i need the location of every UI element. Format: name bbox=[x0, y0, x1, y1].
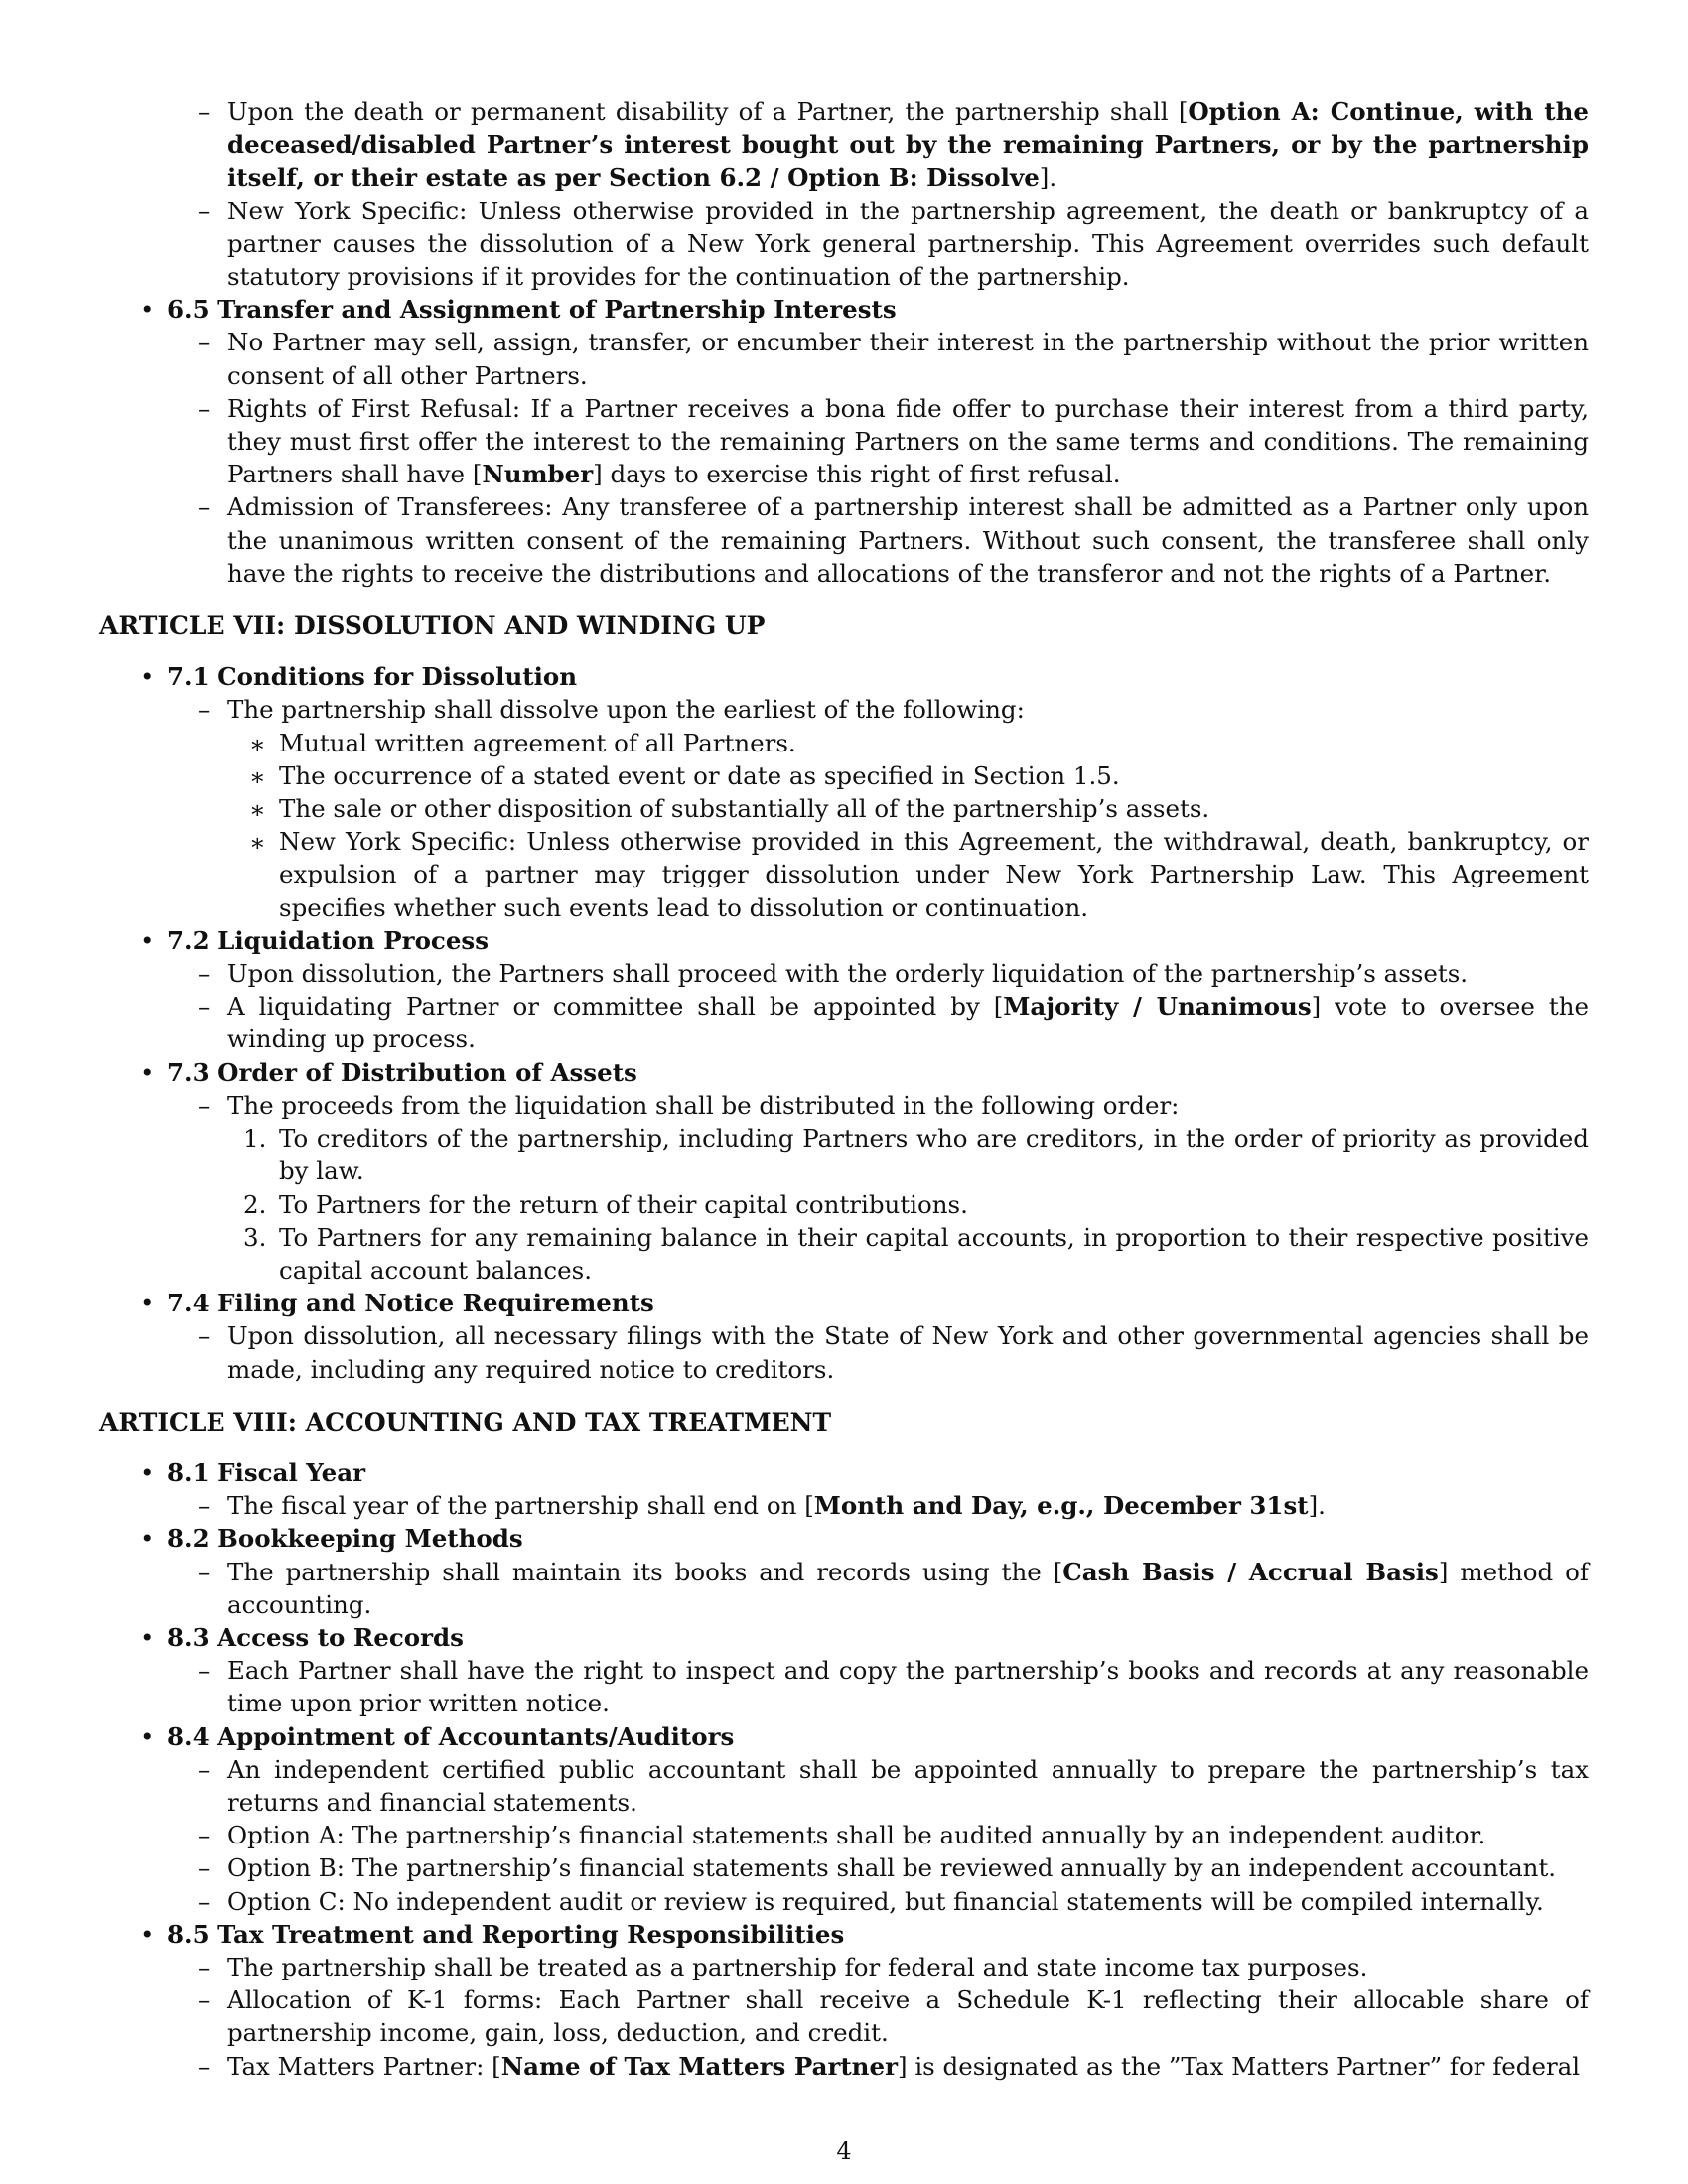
dash-marker: – bbox=[198, 1090, 211, 1120]
section-heading: 7.1 Conditions for Dissolution bbox=[167, 662, 578, 692]
dash-marker: – bbox=[198, 1491, 211, 1521]
ordered-item: 2. To Partners for the return of their capital contributions. bbox=[279, 1188, 1589, 1221]
bullet-marker: • bbox=[140, 1289, 155, 1318]
asterisk-marker: ∗ bbox=[249, 761, 266, 791]
section-8-1 bbox=[140, 1456, 1589, 1522]
list-item: – Upon dissolution, the Partners shall proceed with the orderly liquidation of the partnership’s assets. bbox=[227, 957, 1589, 990]
nested-item: ∗ The occurrence of a stated event or date as specified in Section 1.5. bbox=[279, 759, 1589, 792]
section-heading: 8.1 Fiscal Year bbox=[167, 1457, 366, 1487]
list-item: – New York Specific: Unless otherwise provided in the partnership agreement, the death or bankruptcy of a partner causes the dissolution of a New York general partnership. This Agreement overrides such default statutory provisions if it provides for the continuation of the partnership. bbox=[198, 196, 1589, 292]
dash-marker: – bbox=[198, 196, 211, 225]
section-7-1 bbox=[140, 660, 1589, 924]
page-number: 4 bbox=[836, 2137, 852, 2165]
ordered-list bbox=[227, 1122, 1589, 1287]
list-item: – Option C: No independent audit or review is required, but financial statements will be compiled internally. bbox=[227, 1885, 1589, 1918]
dash-marker: – bbox=[198, 1853, 211, 1883]
dash-marker: – bbox=[198, 1821, 211, 1850]
section-heading: 6.5 Transfer and Assignment of Partnership Interests bbox=[167, 295, 897, 325]
dash-marker: – bbox=[198, 492, 211, 522]
document-body bbox=[99, 95, 1589, 2083]
bullet-marker: • bbox=[140, 1919, 155, 1949]
list-item: – Upon the death or permanent disability of a Partner, the partnership shall [Option A: Continue, with the deceased/disabled Partner’s interest bought out by the remaining Partners, or by the partnership itself, or their estate as per Section 6.2 / Option B: Dissolve]. bbox=[198, 97, 1590, 193]
sub-list bbox=[167, 1556, 1589, 1621]
bullet-marker: • bbox=[140, 1524, 155, 1554]
section-7-4 bbox=[140, 1287, 1589, 1386]
dash-marker: – bbox=[198, 1754, 211, 1784]
section-7-2 bbox=[140, 924, 1589, 1056]
list-item: – Tax Matters Partner: [Name of Tax Matters Partner] is designated as the ”Tax Matters Partner” for federal bbox=[227, 2050, 1589, 2083]
article-8-title: ARTICLE VIII: ACCOUNTING AND TAX TREATMENT bbox=[99, 1407, 832, 1436]
list-item: – Allocation of K-1 forms: Each Partner shall receive a Schedule K-1 reflecting their allocable share of partnership income, gain, loss, deduction, and credit. bbox=[198, 1985, 1589, 2048]
list-item: – The partnership shall be treated as a partnership for federal and state income tax purposes. bbox=[227, 1951, 1589, 1983]
section-heading: 7.4 Filing and Notice Requirements bbox=[167, 1289, 654, 1318]
dash-marker: – bbox=[198, 328, 211, 357]
article-7-list bbox=[99, 660, 1589, 1385]
article-8-list bbox=[99, 1456, 1589, 2083]
list-item: – An independent certified public accountant shall be appointed annually to prepare the partnership’s tax returns and financial statements. bbox=[198, 1754, 1589, 1817]
section-6-4-continuation bbox=[99, 95, 1589, 590]
section-8-4 bbox=[140, 1720, 1589, 1918]
ordered-item: 3. To Partners for any remaining balance in their capital accounts, in proportion to their respective positive capital account balances. bbox=[243, 1222, 1589, 1285]
section-heading: 8.5 Tax Treatment and Reporting Responsibilities bbox=[167, 1919, 845, 1949]
dash-marker: – bbox=[198, 959, 211, 989]
sub-list bbox=[167, 326, 1589, 590]
bullet-marker: • bbox=[140, 1057, 155, 1087]
sub-list bbox=[167, 95, 1589, 293]
nested-item: ∗ The sale or other disposition of substantially all of the partnership’s assets. bbox=[279, 792, 1589, 825]
list-item: – Option A: The partnership’s financial statements shall be audited annually by an independent auditor. bbox=[227, 1819, 1589, 1851]
dash-marker: – bbox=[198, 1321, 211, 1351]
bullet-marker: • bbox=[140, 295, 155, 325]
asterisk-marker: ∗ bbox=[249, 729, 266, 758]
list-item: – Upon dissolution, all necessary filings with the State of New York and other governmental agencies shall be made, including any required notice to creditors. bbox=[198, 1321, 1589, 1384]
sub-list bbox=[167, 1654, 1589, 1719]
dash-marker: – bbox=[198, 695, 211, 725]
bullet-marker: • bbox=[140, 1622, 155, 1652]
sub-list bbox=[167, 1753, 1589, 1918]
section-6-5 bbox=[140, 293, 1589, 590]
section-heading: 7.2 Liquidation Process bbox=[167, 925, 490, 955]
number-marker: 3. bbox=[243, 1222, 267, 1252]
number-marker: 1. bbox=[243, 1124, 267, 1154]
bullet-marker: • bbox=[140, 662, 155, 692]
sub-list bbox=[167, 1951, 1589, 2083]
ordered-item: 1. To creditors of the partnership, including Partners who are creditors, in the order of priority as provided by law. bbox=[243, 1124, 1589, 1186]
list-item: – The proceeds from the liquidation shall be distributed in the following order: 1. To creditors of the partnership, including Partners who are creditors, in the order of priority as provided by law. 2. To Partners for the return of their capital contributions. 3. To Partners for any remaining balance in their capital accounts, in proportion to their respective positive capital account balances. bbox=[227, 1089, 1589, 1287]
bullet-marker: • bbox=[140, 925, 155, 955]
dash-marker: – bbox=[198, 1985, 211, 2015]
dash-marker: – bbox=[198, 393, 211, 423]
nested-list bbox=[227, 727, 1589, 924]
asterisk-marker: ∗ bbox=[249, 828, 266, 858]
nested-item: ∗ New York Specific: Unless otherwise provided in this Agreement, the withdrawal, death, bankruptcy, or expulsion of a partner may trigger dissolution under New York Partnership Law. This Agreement specifies whether such events lead to dissolution or continuation. bbox=[249, 827, 1589, 922]
number-marker: 2. bbox=[243, 1189, 267, 1219]
sub-list bbox=[167, 693, 1589, 923]
list-item: – The partnership shall dissolve upon the earliest of the following: ∗ Mutual written agreement of all Partners. ∗ The occurrence of a stated event or date as specified in Section 1.5. ∗ The sale or other disposition of substantially all of the partnership’s assets. ∗ New York Specific: Unless otherwise provided in this Agreement, the withdrawal, death, bankruptcy, or expulsion of a partner may trigger dissolution under New York Partnership Law. This Agreement specifies whether such events lead to dissolution or continuation. bbox=[227, 693, 1589, 923]
asterisk-marker: ∗ bbox=[249, 795, 266, 825]
list-item: – No Partner may sell, assign, transfer, or encumber their interest in the partnership without the prior written consent of all other Partners. bbox=[198, 328, 1589, 390]
section-heading: 8.3 Access to Records bbox=[167, 1622, 464, 1652]
dash-marker: – bbox=[198, 992, 211, 1022]
section-heading: 8.2 Bookkeeping Methods bbox=[167, 1524, 523, 1554]
dash-marker: – bbox=[198, 1557, 211, 1586]
sub-list bbox=[167, 957, 1589, 1056]
list-item: – Rights of First Refusal: If a Partner receives a bona fide offer to purchase their interest from a third party, they must first offer the interest to the remaining Partners on the same terms and conditions. The remaining Partners shall have [Number] days to exercise this right of first refusal. bbox=[198, 393, 1589, 489]
nested-item: ∗ Mutual written agreement of all Partners. bbox=[279, 727, 1589, 759]
dash-marker: – bbox=[198, 1952, 211, 1981]
dash-marker: – bbox=[198, 97, 211, 126]
dash-marker: – bbox=[198, 2051, 211, 2081]
article-7-title: ARTICLE VII: DISSOLUTION AND WINDING UP bbox=[99, 612, 766, 641]
list-item: – Each Partner shall have the right to inspect and copy the partnership’s books and records at any reasonable time upon prior written notice. bbox=[198, 1656, 1589, 1718]
list-item: – A liquidating Partner or committee shall be appointed by [Majority / Unanimous] vote to oversee the winding up process. bbox=[198, 992, 1589, 1054]
list-item: – Admission of Transferees: Any transferee of a partnership interest shall be admitted as a Partner only upon the unanimous written consent of the remaining Partners. Without such consent, the transferee shall only have the rights to receive the distributions and allocations of the transferor and not the rights of a Partner. bbox=[198, 492, 1589, 588]
bullet-marker: • bbox=[140, 1721, 155, 1751]
dash-marker: – bbox=[198, 1886, 211, 1916]
dash-marker: – bbox=[198, 1656, 211, 1686]
section-8-3 bbox=[140, 1621, 1589, 1720]
sub-list bbox=[167, 1319, 1589, 1385]
section-8-5 bbox=[140, 1918, 1589, 2083]
list-item: – The partnership shall maintain its books and records using the [Cash Basis / Accrual Basis] method of accounting. bbox=[198, 1557, 1590, 1619]
bullet-marker: • bbox=[140, 1457, 155, 1487]
section-heading: 8.4 Appointment of Accountants/Auditors bbox=[167, 1721, 735, 1751]
sub-list bbox=[167, 1489, 1589, 1522]
sub-list bbox=[167, 1089, 1589, 1287]
section-7-3 bbox=[140, 1056, 1589, 1287]
list-item: – Option B: The partnership’s financial statements shall be reviewed annually by an independent accountant. bbox=[227, 1851, 1589, 1884]
section-heading: 7.3 Order of Distribution of Assets bbox=[167, 1057, 637, 1087]
list-item: – The fiscal year of the partnership shall end on [Month and Day, e.g., December 31st]. bbox=[227, 1489, 1589, 1522]
section-8-2 bbox=[140, 1522, 1590, 1621]
